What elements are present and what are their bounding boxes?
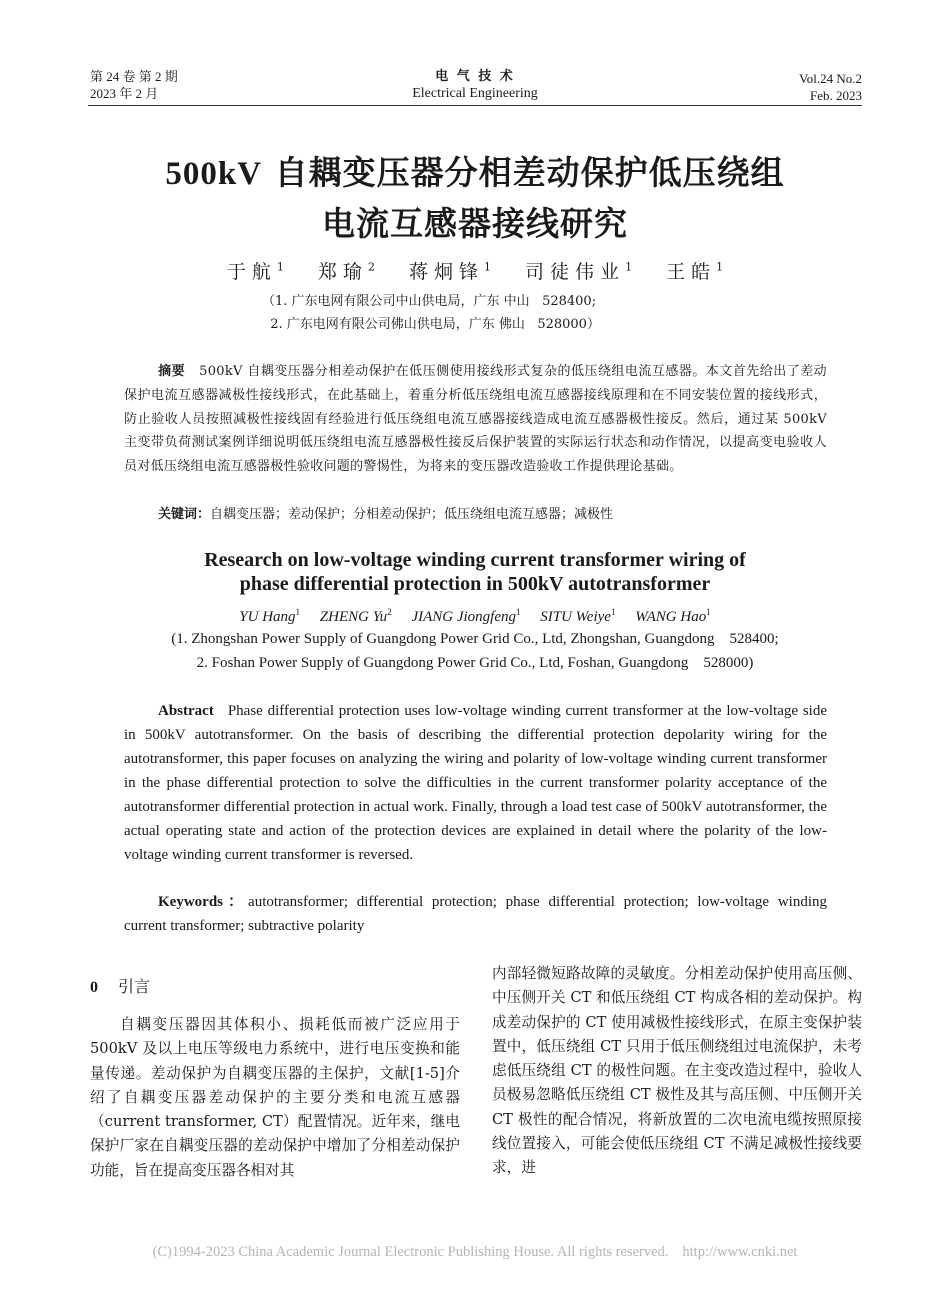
journal-name-en: Electrical Engineering [412,86,538,101]
section-number: 0 [90,979,98,996]
abstract-label-en: Abstract [158,703,214,719]
author-en: WANG Hao$^1$ [635,607,711,625]
paper-title-zh [0,148,950,249]
affiliations-zh [262,290,600,336]
author: 王皓$^1$ [666,261,724,284]
keywords-text-zh: 自耦变压器；差动保护；分相差动保护；低压绕组电流互感器；减极性 [210,507,614,522]
author-list-zh [0,256,950,284]
keywords-zh [158,503,613,527]
title-en-line1: Research on low-voltage winding current transformer wiring of [204,549,746,571]
title-voltage: 500kV [165,156,263,192]
author: 司徒伟业$^1$ [525,261,633,284]
keywords-label-en: Keywords： [158,894,249,910]
publication-date-en: Feb. 2023 [810,88,862,103]
affiliation-en-line: (1. Zhongshan Power Supply of Guangdong Power Grid Co., Ltd, Zhongshan, Guangdong 528400; [171,631,779,647]
header-divider [88,105,862,106]
copyright-footer [0,1242,950,1262]
affiliation-line: 2. 广东电网有限公司佛山供电局，广东 佛山 528000） [262,317,600,332]
author-en: ZHENG Yu$^2$ [319,607,392,625]
volume-issue-en: Vol.24 No.2 [799,71,862,86]
cnki-url[interactable]: http://www.cnki.net [682,1244,798,1260]
body-column-right: 内部轻微短路故障的灵敏度。分相差动保护使用高压侧、中压侧开关 CT 和低压绕组 CT 构成各相的差动保护。构成差动保护的 CT 使用减极性接线形式，在原主变保护装置中，低压绕组 CT 只用于低压侧绕组过电流保护，未考虑低压绕组 CT 的极性问题。在主变改造过程中，验收人员极易忽略低压绕组 CT 极性及其与高压侧、中压侧开关 CT 极性的配合情况，将新放置的二次电流电缆按照原接线位置接入，可能会使低压绕组 CT 不满足减极性接线要求，进 [492,965,862,1177]
volume-issue: 第 24 卷 第 2 期 [90,69,178,84]
abstract-zh [124,360,827,479]
author: 蒋炯锋$^1$ [408,261,491,284]
author-en: YU Hang$^1$ [239,607,301,625]
abstract-label-zh: 摘要 [158,364,186,379]
keywords-label-zh: 关键词： [158,507,211,522]
copyright-text: (C)1994-2023 China Academic Journal Electronic Publishing House. All rights reserved. [152,1244,669,1260]
paper-title-en [0,548,950,596]
title-line2: 电流互感器接线研究 [322,204,628,243]
author: 郑瑜$^2$ [317,261,375,284]
author-en: SITU Weiye$^1$ [540,607,616,625]
abstract-text-en: Phase differential protection uses low-voltage winding current transformer at the low-voltage side in 500kV autotransformer. On the basis of describing the differential protection depolarity wiring for the autotransformer, this paper focuses on analyzing the wiring and polarity of low-voltage winding current transformer in the phase differential protection to solve the difficulties in the current transformer polarity acceptance of the autotransformer differential protection in actual work. Finally, through a load test case of 500kV autotransformer, the actual operating state and action of the protection devices are explained in detail where the polarity of the low-voltage winding current transformer is reversed. [124,703,827,863]
keywords-en [124,890,827,938]
section-heading [90,975,150,1000]
issue-info-en [799,70,862,104]
title-line1: 自耦变压器分相差动保护低压绕组 [262,153,785,192]
affiliation-line: （1. 广东电网有限公司中山供电局，广东 中山 528400; [262,294,597,309]
section-title: 引言 [118,977,151,996]
keywords-text-en: autotransformer; differential protection; phase differential protection; low-voltage winding current transformer; subtractive polarity [124,894,827,934]
abstract-en [124,699,827,867]
publication-date: 2023 年 2 月 [90,86,159,101]
abstract-text-zh: 500kV 自耦变压器分相差动保护在低压侧使用接线形式复杂的低压绕组电流互感器。本文首先给出了差动保护电流互感器减极性接线形式，在此基础上，着重分析低压绕组电流互感器接线原理和在不同安装位置的接线形式，防止验收人员按照减极性接线固有经验进行低压绕组电流互感器接线造成电流互感器极性接反。然后，通过某 500kV 主变带负荷测试案例详细说明低压绕组电流互感器极性接反后保护装置的实际运行状态和动作情况，以提高变电验收人员对低压绕组电流互感器极性验收问题的警惕性，为将来的变压器改造验收工作提供理论基础。 [124,364,827,475]
title-en-line2: phase differential protection in 500kV autotransformer [239,573,711,595]
affiliations-en [0,627,950,675]
author: 于航$^1$ [226,261,284,284]
author-en: JIANG Jiongfeng$^1$ [411,607,521,625]
journal-name-zh: 电 气 技 术 [435,69,515,84]
affiliation-en-line: 2. Foshan Power Supply of Guangdong Power Grid Co., Ltd, Foshan, Guangdong 528000) [196,655,754,671]
body-column-left: 自耦变压器因其体积小、损耗低而被广泛应用于 500kV 及以上电压等级电力系统中，进行电压变换和能量传递。差动保护为自耦变压器的主保护，文献[1-5]介绍了自耦变压器差动保护的主要分类和电流互感器（current transformer, CT）配置情况。近年来，继电保护厂家在自耦变压器的差动保护中增加了分相差动保护功能，旨在提高变压器各相对其 [90,1016,460,1179]
author-list-en [0,602,950,627]
